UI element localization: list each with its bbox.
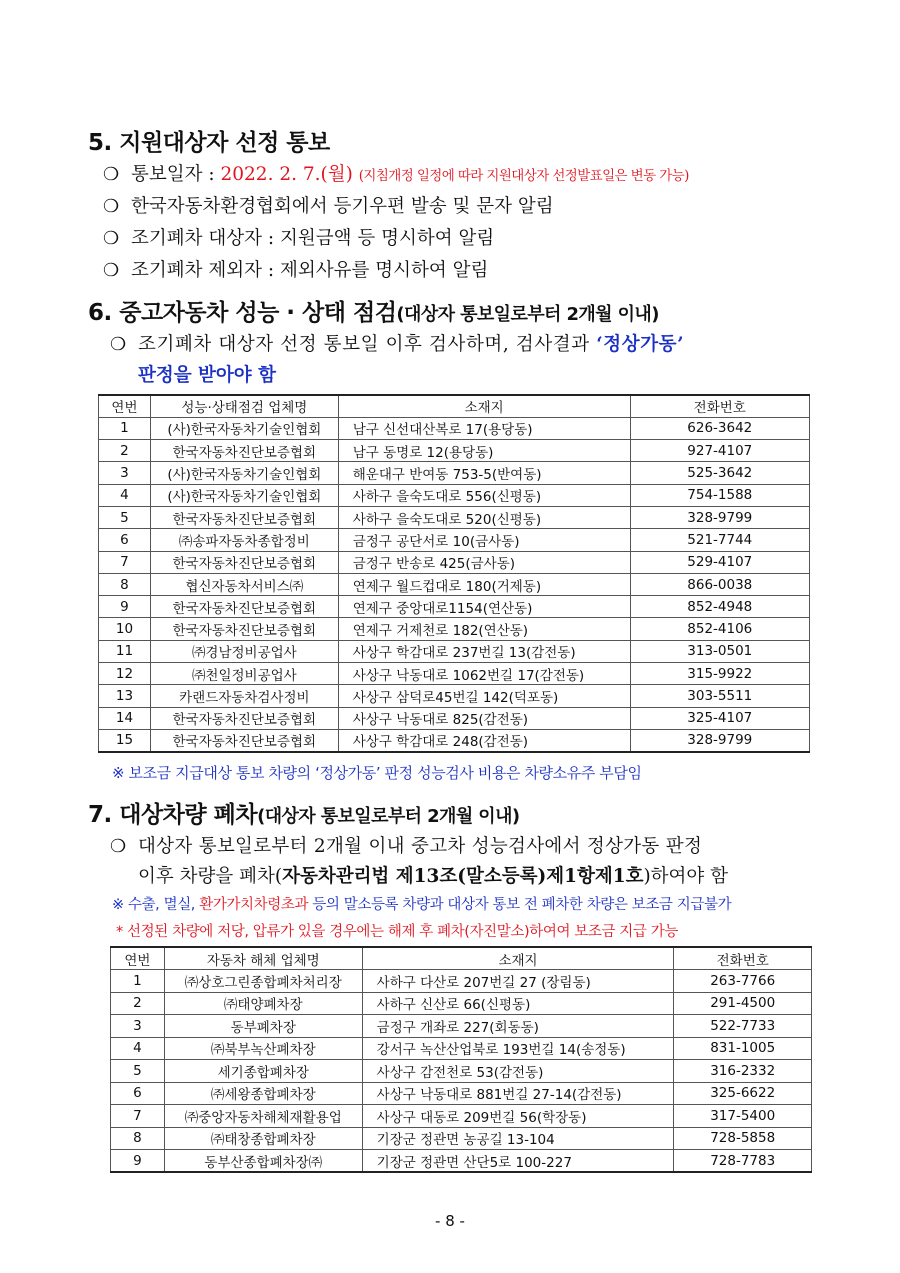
cell-phone: 728-5858 [674, 1127, 812, 1150]
table-row [111, 992, 812, 1015]
cell-no: 1 [99, 417, 151, 439]
cell-company: (사)한국자동차기술인협회 [150, 462, 338, 484]
cell-phone: 263-7766 [674, 970, 812, 993]
col-header-address: 소재지 [362, 947, 674, 970]
col-header-phone: 전화번호 [674, 947, 812, 970]
cell-no: 7 [111, 1105, 165, 1128]
cell-no: 4 [111, 1037, 165, 1060]
cell-no: 8 [99, 573, 151, 595]
cell-phone: 529-4107 [630, 551, 809, 573]
table-row [111, 1037, 812, 1060]
s5-bullet-2: ❍ 한국자동차환경협회에서 등기우편 발송 및 문자 알림 [103, 196, 554, 217]
s7-note-2: * 선정된 차량에 저당, 압류가 있을 경우에는 해제 후 폐차(자진말소)하여여 보조금 지급 가능 [116, 924, 678, 940]
col-header-company: 성능·상태점검 업체명 [150, 395, 338, 417]
cell-address: 남구 동명로 12(용당동) [338, 440, 630, 462]
cell-no: 9 [99, 596, 151, 618]
notice-date-note: (지침개정 일정에 따라 지원대상자 선정발표일은 변동 가능) [358, 168, 689, 184]
s7-bullet-1: ❍ 대상자 통보일로부터 2개월 이내 중고차 성능검사에서 정상가동 판정 [110, 836, 703, 857]
normal-operation-emphasis: ‘정상가동’ [596, 334, 685, 355]
cell-company: 동부폐차장 [164, 1015, 362, 1038]
circle-bullet-icon: ❍ [103, 164, 120, 185]
cell-phone: 328-9799 [630, 729, 809, 751]
table-row [99, 729, 810, 751]
cell-address: 남구 신선대산복로 17(용당동) [338, 417, 630, 439]
cell-address: 사상구 낙동대로 881번길 27-14(감전동) [362, 1082, 674, 1105]
cell-company: ㈜송파자동차종합정비 [150, 529, 338, 551]
cell-no: 11 [99, 640, 151, 662]
cell-phone: 852-4948 [630, 596, 809, 618]
table-header-row [111, 947, 812, 970]
cell-address: 금정구 개좌로 227(회동동) [362, 1015, 674, 1038]
table-row [99, 417, 810, 439]
s6-bullet-1: ❍ 조기폐차 대상자 선정 통보일 이후 검사하며, 검사결과 ‘정상가동’ [110, 334, 685, 355]
cell-phone: 754-1588 [630, 484, 809, 506]
cell-address: 연제구 거제천로 182(연산동) [338, 618, 630, 640]
table-row [99, 484, 810, 506]
cell-no: 3 [99, 462, 151, 484]
cell-no: 14 [99, 707, 151, 729]
circle-bullet-icon: ❍ [110, 334, 127, 355]
col-header-no: 연번 [99, 395, 151, 417]
table-row [99, 529, 810, 551]
table-row [111, 1015, 812, 1038]
page-number: - 8 - [435, 1212, 465, 1230]
cell-no: 7 [99, 551, 151, 573]
cell-no: 8 [111, 1127, 165, 1150]
table-row [111, 970, 812, 993]
notice-date: 2022. 2. 7.(월) [220, 164, 353, 185]
cell-company: 한국자동차진단보증협회 [150, 506, 338, 528]
circle-bullet-icon: ❍ [110, 836, 127, 857]
circle-bullet-icon: ❍ [103, 260, 120, 281]
cell-phone: 831-1005 [674, 1037, 812, 1060]
s6-subsidy-note: ※ 보조금 지급대상 통보 차량의 ‘정상가동’ 판정 성능검사 비용은 차량소유주 부담임 [112, 764, 642, 782]
cell-address: 사상구 학감대로 248(감전동) [338, 729, 630, 751]
cell-no: 10 [99, 618, 151, 640]
table-row [111, 1105, 812, 1128]
cell-company: ㈜세왕종합폐차장 [164, 1082, 362, 1105]
cell-address: 사하구 을숙도대로 556(신평동) [338, 484, 630, 506]
cell-phone: 522-7733 [674, 1015, 812, 1038]
table-row [99, 551, 810, 573]
cell-no: 15 [99, 729, 151, 751]
table-row [99, 685, 810, 707]
cell-no: 6 [99, 529, 151, 551]
cell-phone: 325-4107 [630, 707, 809, 729]
table-row [99, 462, 810, 484]
dismantling-company-table [110, 946, 812, 1173]
table-row [99, 640, 810, 662]
table-header-row [99, 395, 810, 417]
cell-address: 사하구 을숙도대로 520(신평동) [338, 506, 630, 528]
cell-phone: 316-2332 [674, 1060, 812, 1083]
cell-phone: 728-7783 [674, 1150, 812, 1173]
law-reference: 자동차관리법 제13조(말소등록)제1항제1호 [282, 866, 644, 887]
cell-company: (사)한국자동차기술인협회 [150, 484, 338, 506]
circle-bullet-icon: ❍ [103, 228, 120, 249]
cell-phone: 303-5511 [630, 685, 809, 707]
s7-note-1: ※ 수출, 멸실, 환가가치차령초과 등의 말소등록 차량과 대상자 통보 전 폐차한 차량은 보조금 지급불가 [112, 897, 732, 913]
cell-address: 연제구 월드컵대로 180(거제동) [338, 573, 630, 595]
cell-address: 사상구 낙동대로 825(감전동) [338, 707, 630, 729]
cell-no: 9 [111, 1150, 165, 1173]
cell-phone: 328-9799 [630, 506, 809, 528]
cell-phone: 521-7744 [630, 529, 809, 551]
table-row [111, 1127, 812, 1150]
cell-company: 동부산종합폐차장㈜ [164, 1150, 362, 1173]
col-header-address: 소재지 [338, 395, 630, 417]
table-row [99, 573, 810, 595]
table-row [99, 506, 810, 528]
cell-no: 1 [111, 970, 165, 993]
cell-phone: 927-4107 [630, 440, 809, 462]
cell-address: 강서구 녹산산업북로 193번길 14(송정동) [362, 1037, 674, 1060]
cell-phone: 317-5400 [674, 1105, 812, 1128]
cell-company: 한국자동차진단보증협회 [150, 440, 338, 462]
s5-bullet-4: ❍ 조기폐차 제외자 : 제외사유를 명시하여 알림 [103, 260, 489, 281]
cell-phone: 325-6622 [674, 1082, 812, 1105]
cell-no: 2 [99, 440, 151, 462]
cell-company: 한국자동차진단보증협회 [150, 596, 338, 618]
table-row [111, 1150, 812, 1173]
table-row [99, 663, 810, 685]
table-row [99, 707, 810, 729]
cell-company: ㈜태양폐차장 [164, 992, 362, 1015]
cell-address: 사상구 대동로 209번길 56(학장동) [362, 1105, 674, 1128]
cell-company: ㈜중앙자동차해체재활용업 [164, 1105, 362, 1128]
table-row [111, 1082, 812, 1105]
col-header-company: 자동차 해체 업체명 [164, 947, 362, 970]
cell-phone: 626-3642 [630, 417, 809, 439]
cell-no: 5 [111, 1060, 165, 1083]
section-6-heading-sub: (대상자 통보일로부터 2개월 이내) [396, 304, 659, 325]
cell-address: 사상구 낙동대로 1062번길 17(감전동) [338, 663, 630, 685]
cell-no: 2 [111, 992, 165, 1015]
s5-bullet-date: ❍ 통보일자 : 2022. 2. 7.(월) (지침개정 일정에 따라 지원대상자 선정발표일은 변동 가능) [103, 164, 689, 185]
cell-address: 금정구 반송로 425(금사동) [338, 551, 630, 573]
table-row [99, 440, 810, 462]
cell-no: 3 [111, 1015, 165, 1038]
cell-address: 금정구 공단서로 10(금사동) [338, 529, 630, 551]
cell-no: 5 [99, 506, 151, 528]
circle-bullet-icon: ❍ [103, 196, 120, 217]
cell-address: 사상구 학감대로 237번길 13(감전동) [338, 640, 630, 662]
cell-company: (사)한국자동차기술인협회 [150, 417, 338, 439]
cell-company: 한국자동차진단보증협회 [150, 551, 338, 573]
cell-company: ㈜천일정비공업사 [150, 663, 338, 685]
cell-address: 사하구 다산로 207번길 27 (장림동) [362, 970, 674, 993]
s5-bullet-3: ❍ 조기폐차 대상자 : 지원금액 등 명시하여 알림 [103, 228, 495, 249]
cell-no: 4 [99, 484, 151, 506]
cell-company: 한국자동차진단보증협회 [150, 729, 338, 751]
cell-company: 협신자동차서비스㈜ [150, 573, 338, 595]
section-7-heading-sub: (대상자 통보일로부터 2개월 이내) [257, 806, 520, 827]
cell-company: ㈜태창종합폐차장 [164, 1127, 362, 1150]
cell-address: 사상구 삼덕로45번길 142(덕포동) [338, 685, 630, 707]
cell-company: ㈜경남정비공업사 [150, 640, 338, 662]
cell-company: 한국자동차진단보증협회 [150, 618, 338, 640]
cell-phone: 852-4106 [630, 618, 809, 640]
cell-address: 기장군 정관면 농공길 13-104 [362, 1127, 674, 1150]
cell-phone: 291-4500 [674, 992, 812, 1015]
table-row [99, 596, 810, 618]
cell-phone: 525-3642 [630, 462, 809, 484]
cell-phone: 313-0501 [630, 640, 809, 662]
table-row [99, 618, 810, 640]
cell-company: 세기종합폐차장 [164, 1060, 362, 1083]
table-row [111, 1060, 812, 1083]
cell-address: 기장군 정관면 산단5로 100-227 [362, 1150, 674, 1173]
section-5-heading: 5. 지원대상자 선정 통보 [88, 130, 330, 156]
cell-phone: 866-0038 [630, 573, 809, 595]
inspection-company-table [98, 394, 810, 753]
s6-bullet-1-line2: 판정을 받아야 함 [138, 365, 276, 386]
section-7-heading: 7. 대상차량 폐차(대상자 통보일로부터 2개월 이내) [88, 802, 520, 828]
cell-no: 6 [111, 1082, 165, 1105]
cell-company: ㈜북부녹산폐차장 [164, 1037, 362, 1060]
section-6-heading: 6. 중고자동차 성능 · 상태 점검(대상자 통보일로부터 2개월 이내) [88, 300, 659, 326]
col-header-phone: 전화번호 [630, 395, 809, 417]
cell-company: 카랜드자동차검사정비 [150, 685, 338, 707]
cell-no: 13 [99, 685, 151, 707]
cell-no: 12 [99, 663, 151, 685]
s7-bullet-1-line2: 이후 차량을 폐차(자동차관리법 제13조(말소등록)제1항제1호)하여야 함 [138, 866, 729, 887]
cell-phone: 315-9922 [630, 663, 809, 685]
cell-address: 연제구 중앙대로1154(연산동) [338, 596, 630, 618]
col-header-no: 연번 [111, 947, 165, 970]
cell-address: 사상구 감전천로 53(감전동) [362, 1060, 674, 1083]
cell-company: 한국자동차진단보증협회 [150, 707, 338, 729]
cell-address: 사하구 신산로 66(신평동) [362, 992, 674, 1015]
cell-company: ㈜상호그린종합폐차처리장 [164, 970, 362, 993]
cell-address: 해운대구 반여동 753-5(반여동) [338, 462, 630, 484]
